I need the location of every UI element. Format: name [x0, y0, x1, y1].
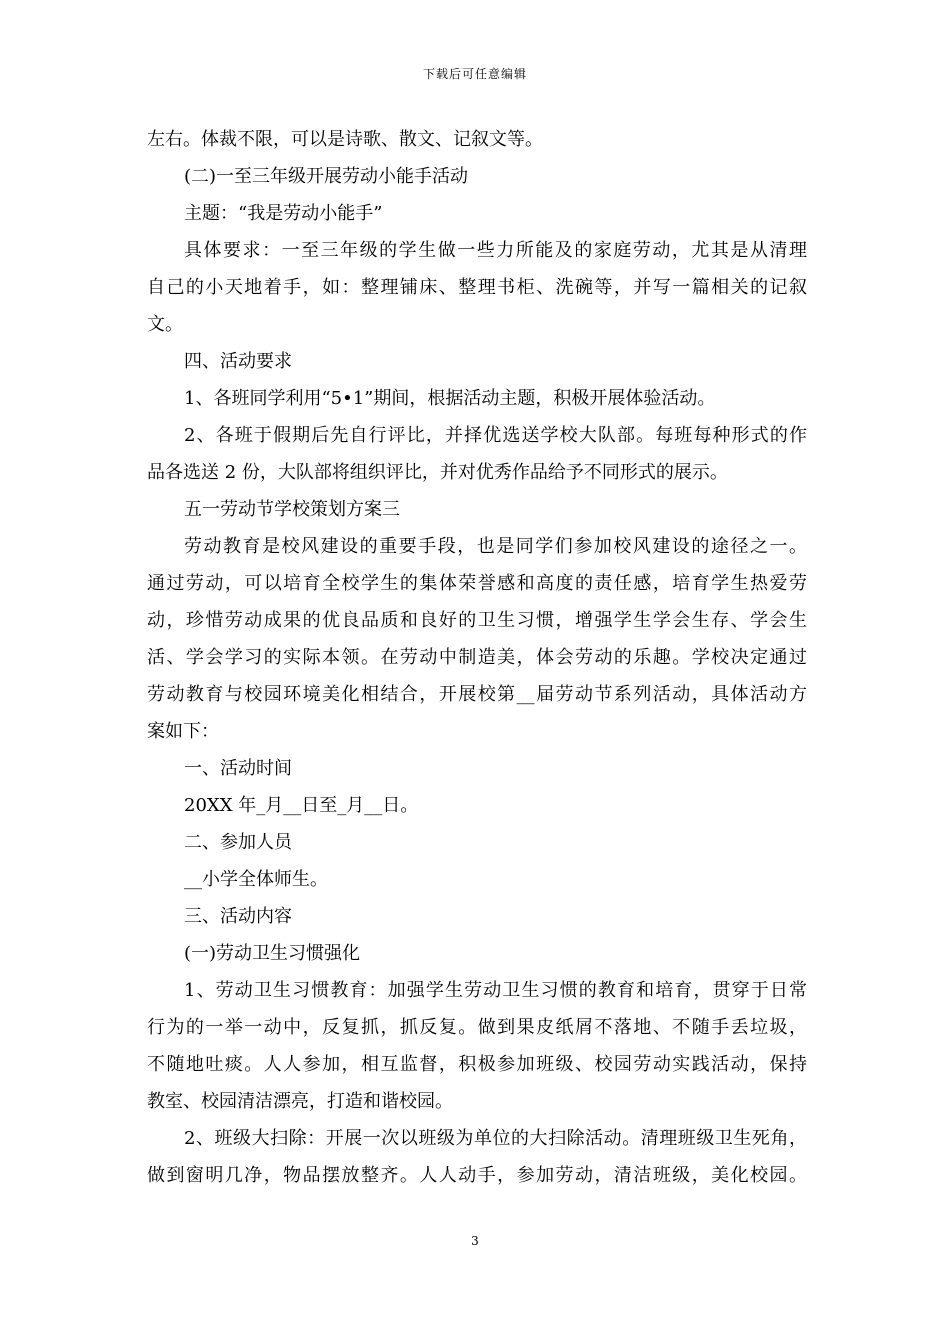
subsection-heading: (一)劳动卫生习惯强化	[184, 943, 361, 964]
text-line: 教室、校园清洁漂亮，打造和谐校园。	[147, 1091, 453, 1112]
text-line: 做到窗明几净，物品摆放整齐。人人动手，参加劳动，清洁班级，美化校园。	[147, 1165, 807, 1186]
text-line: 品各选送 2 份，大队部将组织评比，并对优秀作品给予不同形式的展示。	[147, 462, 728, 483]
text-line: __小学全体师生。	[184, 869, 328, 890]
text-line: 行为的一举一动中，反复抓，抓反复。做到果皮纸屑不落地、不随手丢垃圾，	[147, 1017, 807, 1038]
text-line: 通过劳动，可以培育全校学生的集体荣誉感和高度的责任感，培育学生热爱劳	[147, 573, 807, 594]
text-line: 案如下：	[147, 721, 219, 742]
text-line: 1、劳动卫生习惯教育：加强学生劳动卫生习惯的教育和培育，贯穿于日常	[184, 980, 807, 1001]
text-line: 2、各班于假期后先自行评比，并择优选送学校大队部。每班每种形式的作	[184, 425, 807, 446]
text-line: 主题：“我是劳动小能手”	[184, 203, 383, 224]
text-line: (二)一至三年级开展劳动小能手活动	[184, 166, 469, 187]
text-line: 左右。体裁不限，可以是诗歌、散文、记叙文等。	[147, 129, 543, 150]
text-line: 2、班级大扫除：开展一次以班级为单位的大扫除活动。清理班级卫生死角，	[184, 1128, 807, 1149]
section-heading: 三、活动内容	[184, 906, 292, 927]
section-heading: 二、参加人员	[184, 832, 292, 853]
text-line: 具体要求：一至三年级的学生做一些力所能及的家庭劳动，尤其是从清理	[184, 240, 807, 261]
text-line: 动，珍惜劳动成果的优良品质和良好的卫生习惯，增强学生学会生存、学会生	[147, 610, 807, 631]
text-line: 劳动教育与校园环境美化相结合，开展校第__届劳动节系列活动，具体活动方	[147, 684, 807, 705]
section-heading: 四、活动要求	[184, 351, 292, 372]
text-line: 劳动教育是校风建设的重要手段，也是同学们参加校风建设的途径之一。	[184, 536, 807, 557]
text-line: 20XX 年_月__日至_月__日。	[184, 795, 419, 816]
text-line: 活、学会学习的实际本领。在劳动中制造美，体会劳动的乐趣。学校决定通过	[147, 647, 807, 668]
text-line: 1、各班同学利用“5•1”期间，根据活动主题，积极开展体验活动。	[184, 388, 716, 409]
page-header: 下载后可任意编辑	[422, 67, 527, 81]
text-line: 不随地吐痰。人人参加，相互监督，积极参加班级、校园劳动实践活动，保持	[147, 1054, 807, 1075]
document-body	[147, 121, 807, 1194]
text-line: 文。	[147, 314, 183, 335]
plan-title: 五一劳动节学校策划方案三	[184, 499, 400, 520]
section-heading: 一、活动时间	[184, 758, 292, 779]
page-number: 3	[471, 1234, 479, 1248]
text-line: 自己的小天地着手，如：整理铺床、整理书柜、洗碗等，并写一篇相关的记叙	[147, 277, 807, 298]
